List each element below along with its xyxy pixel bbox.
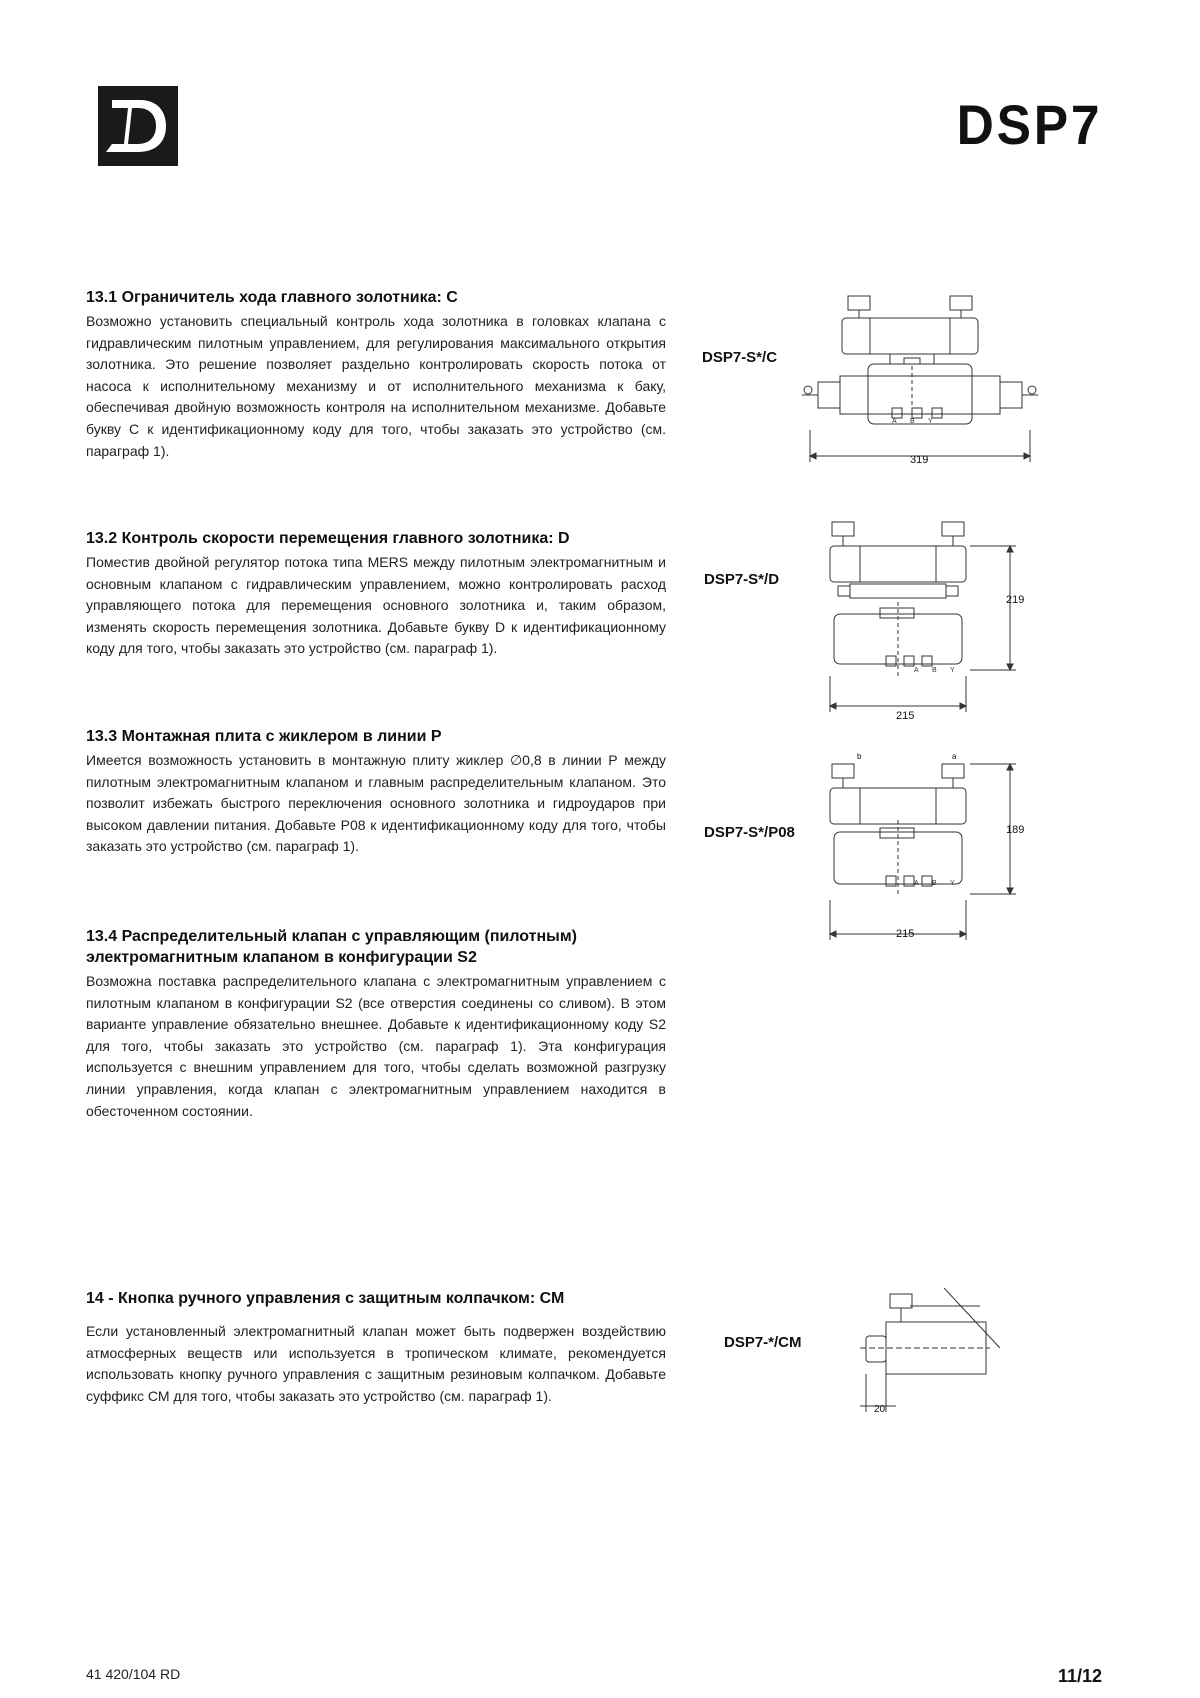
section-body: Если установленный электромагнитный клапан может быть подвержен воздействию атмосферных веществ или используется в тропическом климате, рекомендуется использовать кнопку ручного управления с защитным резиновым колпачком. Добавьте суффикс СМ для того, чтобы заказать это устройство (см. параграф 1). xyxy=(86,1323,666,1404)
drawing-code-label: DSP7-S*/P08 xyxy=(704,824,795,841)
section-13-3 xyxy=(86,726,666,858)
dimension-label: 319 xyxy=(910,454,929,466)
dimension-label: 215 xyxy=(896,710,915,722)
dimension-label: 20 xyxy=(874,1404,886,1415)
section-body: Возможно установить специальный контроль хода золотника в головках клапана с гидравлическим пилотным управлением, для регулирования максимального открытия золотника. Это решение позволяет раздельно контролировать скорость потока от насоса к исполнительному механизму и от исполнительного механизма к баку, обеспечивая двойную возможность контроля на исполнительном механизме. Добавьте букву С к идентификационному коду для того, чтобы заказать это устройство (см. параграф 1). xyxy=(86,313,666,459)
valve-drawing-c xyxy=(800,290,1040,470)
port-label: b xyxy=(857,752,862,761)
d-brand-logo-icon xyxy=(98,86,178,166)
drawing-code-label: DSP7-S*/C xyxy=(702,349,778,366)
valve-drawing-cm xyxy=(860,1288,1000,1418)
section-body: Имеется возможность установить в монтажную плиту жиклер ∅0,8 в линии Р между пилотным электромагнитным клапаном и главным распределительным клапаном. Это позволит избежать быстрого переключения основного золотника и гидроударов при высоком давлении питания. Добавьте Р08 к идентификационному коду для того, чтобы заказать это устройство (см. параграф 1). xyxy=(86,752,666,855)
dimension-label: 219 xyxy=(1006,594,1025,606)
dimension-label: 189 xyxy=(1006,824,1025,836)
document-number: 41 420/104 RD xyxy=(86,1666,181,1682)
valve-drawing-d xyxy=(820,516,1030,726)
section-13-2 xyxy=(86,528,666,660)
section-13-1 xyxy=(86,287,666,462)
section-heading: 13.1 Ограничитель хода главного золотника: С xyxy=(86,289,458,306)
valve-port-label: Y xyxy=(950,667,955,674)
drawing-code-label: DSP7-*/CM xyxy=(724,1334,802,1351)
dimension-label: 215 xyxy=(896,928,915,940)
valve-drawing-p08 xyxy=(820,750,1030,950)
valve-port-label: A xyxy=(914,880,919,887)
valve-port-label: A xyxy=(892,418,897,425)
drawing-code-label: DSP7-S*/D xyxy=(704,571,780,588)
valve-port-label: Y xyxy=(928,418,933,425)
valve-port-label: B xyxy=(910,418,915,425)
valve-port-label: Y xyxy=(950,880,955,887)
valve-port-label: A xyxy=(914,667,919,674)
section-14 xyxy=(86,1288,666,1407)
section-body: Возможна поставка распределительного клапана с электромагнитным управлением с пилотным клапаном в конфигурации S2 (все отверстия соединены со сливом). В этом варианте управление обязательно внешнее. Добавьте к идентификационному коду S2 для того, чтобы заказать это устройство (см. параграф 1). Эта конфигурация используется с внешним управлением для того, чтобы сделать возможной разгрузку линии управления, когда клапан с электромагнитным управлением находится в обесточенном состоянии. xyxy=(86,973,666,1119)
section-heading: 13.4 Распределительный клапан с управляющим (пилотным) электромагнитным клапаном в конфигурации S2 xyxy=(86,928,577,966)
section-body: Поместив двойной регулятор потока типа MERS между пилотным электромагнитным и основным клапаном с гидравлическим управлением, можно контролировать расход управляющего потока для перемещения основного золотника и, таким образом, изменять скорость перемещения золотника. Добавьте букву D к идентификационному коду для того, чтобы заказать это устройство (см. параграф 1). xyxy=(86,554,666,657)
section-13-4 xyxy=(86,926,666,1122)
section-heading: 13.2 Контроль скорости перемещения главного золотника: D xyxy=(86,530,570,547)
page-number: 11/12 xyxy=(1057,1666,1102,1686)
section-heading: 14 - Кнопка ручного управления с защитным колпачком: СМ xyxy=(86,1290,565,1307)
valve-port-label: B xyxy=(932,880,937,887)
section-heading: 13.3 Монтажная плита с жиклером в линии Р xyxy=(86,728,442,745)
port-label: a xyxy=(952,752,957,761)
valve-port-label: B xyxy=(932,667,937,674)
document-title: DSP7 xyxy=(956,93,1102,156)
